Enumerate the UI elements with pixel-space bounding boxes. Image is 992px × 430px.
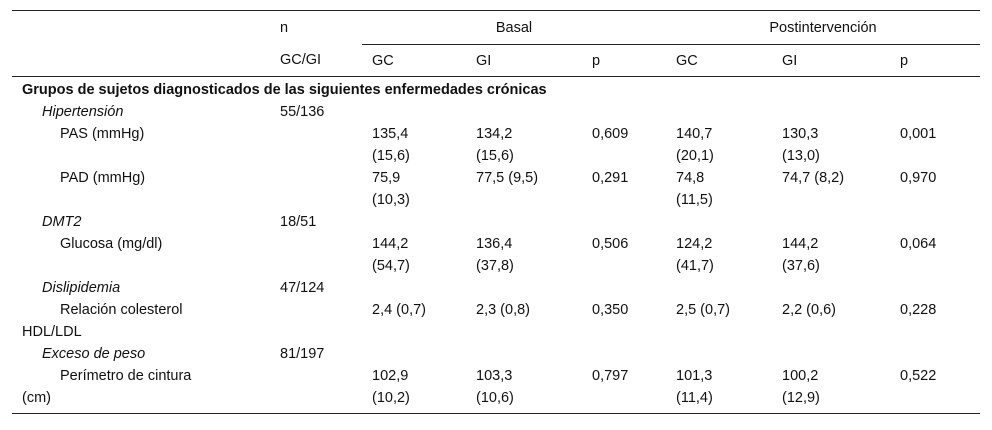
basal-gc-value-line2: (10,3) bbox=[372, 192, 410, 208]
post-gi-value-line2: (12,9) bbox=[782, 390, 820, 406]
variable-label-line2 bbox=[22, 255, 270, 277]
variable-row bbox=[12, 299, 980, 343]
basal-gi-value bbox=[466, 299, 582, 343]
basal-gi-value-line1: 134,2 bbox=[476, 126, 513, 142]
variable-label bbox=[12, 123, 270, 167]
group-name: Exceso de peso bbox=[42, 346, 146, 362]
variable-label-line1: PAS (mmHg) bbox=[60, 126, 145, 142]
post-gc-value-line2: (41,7) bbox=[676, 258, 714, 274]
header-empty bbox=[12, 11, 270, 45]
basal-gi-value-line2: (37,8) bbox=[476, 258, 514, 274]
header-basal-gc: GC bbox=[362, 45, 466, 77]
post-gi-value-line1: 100,2 bbox=[782, 368, 819, 384]
post-p-value: 0,001 bbox=[900, 126, 937, 142]
basal-gc-value bbox=[362, 167, 466, 211]
header-row-2 bbox=[12, 45, 980, 77]
post-gi-value-line1: 144,2 bbox=[782, 236, 819, 252]
variable-label bbox=[12, 299, 270, 343]
basal-gc-value-line2: (54,7) bbox=[372, 258, 410, 274]
basal-gi-value-line2: (10,6) bbox=[476, 390, 514, 406]
post-gi-value-line2: (37,6) bbox=[782, 258, 820, 274]
post-gc-value bbox=[666, 299, 772, 343]
post-gi-value bbox=[772, 299, 890, 343]
basal-p-value: 0,609 bbox=[592, 126, 629, 142]
post-gi-value-line1: 2,2 (0,6) bbox=[782, 302, 836, 318]
post-gc-value bbox=[666, 167, 772, 211]
group-spacer bbox=[362, 101, 980, 123]
basal-gc-value-line1: 75,9 bbox=[372, 170, 401, 186]
basal-gc-value-line1: 102,9 bbox=[372, 368, 409, 384]
header-row-1 bbox=[12, 11, 980, 45]
basal-gi-value bbox=[466, 123, 582, 167]
post-gi-value-line1: 74,7 (8,2) bbox=[782, 170, 845, 186]
variable-row bbox=[12, 167, 980, 211]
variable-label-line1: Perímetro de cintura bbox=[60, 368, 192, 384]
post-gc-value-line1: 140,7 bbox=[676, 126, 713, 142]
variable-n bbox=[270, 123, 362, 167]
results-table bbox=[12, 10, 980, 414]
basal-gi-value-line1: 77,5 (9,5) bbox=[476, 170, 539, 186]
post-gi-value-line1: 130,3 bbox=[782, 126, 819, 142]
variable-label-line2: (cm) bbox=[22, 390, 51, 406]
basal-gi-value-line2: (15,6) bbox=[476, 148, 514, 164]
basal-gi-value-line2 bbox=[476, 321, 582, 343]
post-gc-value bbox=[666, 123, 772, 167]
variable-label-line2 bbox=[22, 189, 270, 211]
basal-gc-value bbox=[362, 233, 466, 277]
post-p-value: 0,064 bbox=[900, 236, 937, 252]
header-basal: Basal bbox=[362, 11, 666, 45]
header-basal-gi: GI bbox=[466, 45, 582, 77]
post-p-value: 0,228 bbox=[900, 302, 937, 318]
basal-gi-value bbox=[466, 365, 582, 414]
basal-p-value: 0,291 bbox=[592, 170, 629, 186]
post-gi-value-line2: (13,0) bbox=[782, 148, 820, 164]
basal-p-value: 0,506 bbox=[592, 236, 629, 252]
group-n: 81/197 bbox=[280, 346, 325, 362]
header-post-gc: GC bbox=[666, 45, 772, 77]
group-spacer bbox=[362, 343, 980, 365]
group-row bbox=[12, 211, 980, 233]
post-gi-value-line2 bbox=[782, 189, 890, 211]
post-gc-value-line2: (20,1) bbox=[676, 148, 714, 164]
post-gi-value bbox=[772, 123, 890, 167]
basal-gc-value-line1: 144,2 bbox=[372, 236, 409, 252]
basal-gi-value-line1: 103,3 bbox=[476, 368, 513, 384]
section-title: Grupos de sujetos diagnosticados de las siguientes enfermedades crónicas bbox=[22, 82, 547, 98]
variable-n bbox=[270, 299, 362, 343]
group-name: Dislipidemia bbox=[42, 280, 121, 296]
post-gi-value-line2 bbox=[782, 321, 890, 343]
header-n: n bbox=[270, 11, 362, 45]
basal-gc-value bbox=[362, 123, 466, 167]
header-basal-p: p bbox=[582, 45, 666, 77]
variable-row bbox=[12, 123, 980, 167]
variable-label-line2 bbox=[22, 145, 270, 167]
post-gc-value-line2: (11,4) bbox=[676, 390, 713, 406]
post-gc-value-line1: 124,2 bbox=[676, 236, 713, 252]
basal-p-value: 0,350 bbox=[592, 302, 629, 318]
variable-n bbox=[270, 167, 362, 211]
group-row bbox=[12, 343, 980, 365]
post-gi-value bbox=[772, 233, 890, 277]
basal-gi-value bbox=[466, 233, 582, 277]
group-name: Hipertensión bbox=[42, 104, 124, 120]
group-n: 55/136 bbox=[280, 104, 325, 120]
post-gc-value-line1: 74,8 bbox=[676, 170, 705, 186]
group-n: 47/124 bbox=[280, 280, 325, 296]
group-row bbox=[12, 101, 980, 123]
post-gc-value-line1: 2,5 (0,7) bbox=[676, 302, 730, 318]
basal-gi-value bbox=[466, 167, 582, 211]
header-post-p: p bbox=[890, 45, 980, 77]
variable-label bbox=[12, 233, 270, 277]
variable-label-line2: HDL/LDL bbox=[22, 324, 82, 340]
post-p-value: 0,970 bbox=[900, 170, 937, 186]
section-title-row bbox=[12, 77, 980, 102]
header-gcgi: GC/GI bbox=[270, 45, 362, 77]
group-name: DMT2 bbox=[42, 214, 82, 230]
post-gc-value-line1: 101,3 bbox=[676, 368, 713, 384]
basal-p-value: 0,797 bbox=[582, 365, 666, 414]
table-body bbox=[12, 77, 980, 414]
variable-row bbox=[12, 365, 980, 414]
basal-gc-value-line1: 135,4 bbox=[372, 126, 409, 142]
header-postintervencion: Postintervención bbox=[666, 11, 980, 45]
basal-gc-value-line2: (15,6) bbox=[372, 148, 410, 164]
basal-gc-value bbox=[362, 365, 466, 414]
post-gc-value-line2 bbox=[676, 321, 772, 343]
basal-gi-value-line1: 2,3 (0,8) bbox=[476, 302, 530, 318]
basal-gi-value-line1: 136,4 bbox=[476, 236, 513, 252]
group-spacer bbox=[362, 277, 980, 299]
post-gi-value bbox=[772, 167, 890, 211]
table-header bbox=[12, 11, 980, 77]
variable-label-line1: Glucosa (mg/dl) bbox=[60, 236, 163, 252]
header-post-gi: GI bbox=[772, 45, 890, 77]
variable-n bbox=[270, 233, 362, 277]
basal-gc-value-line1: 2,4 (0,7) bbox=[372, 302, 426, 318]
basal-gc-value-line2: (10,2) bbox=[372, 390, 410, 406]
variable-label-line1: PAD (mmHg) bbox=[60, 170, 146, 186]
group-spacer bbox=[362, 211, 980, 233]
header-empty bbox=[12, 45, 270, 77]
post-gi-value bbox=[772, 365, 890, 414]
post-gc-value bbox=[666, 233, 772, 277]
variable-label-line1: Relación colesterol bbox=[60, 302, 183, 318]
variable-row bbox=[12, 233, 980, 277]
post-gc-value-line2: (11,5) bbox=[676, 192, 713, 208]
group-row bbox=[12, 277, 980, 299]
basal-gi-value-line2 bbox=[476, 189, 582, 211]
variable-n bbox=[270, 365, 362, 414]
group-n: 18/51 bbox=[280, 214, 317, 230]
variable-label bbox=[12, 365, 270, 414]
post-gc-value bbox=[666, 365, 772, 414]
variable-label bbox=[12, 167, 270, 211]
basal-gc-value bbox=[362, 299, 466, 343]
post-p-value: 0,522 bbox=[890, 365, 980, 414]
basal-gc-value-line2 bbox=[372, 321, 466, 343]
